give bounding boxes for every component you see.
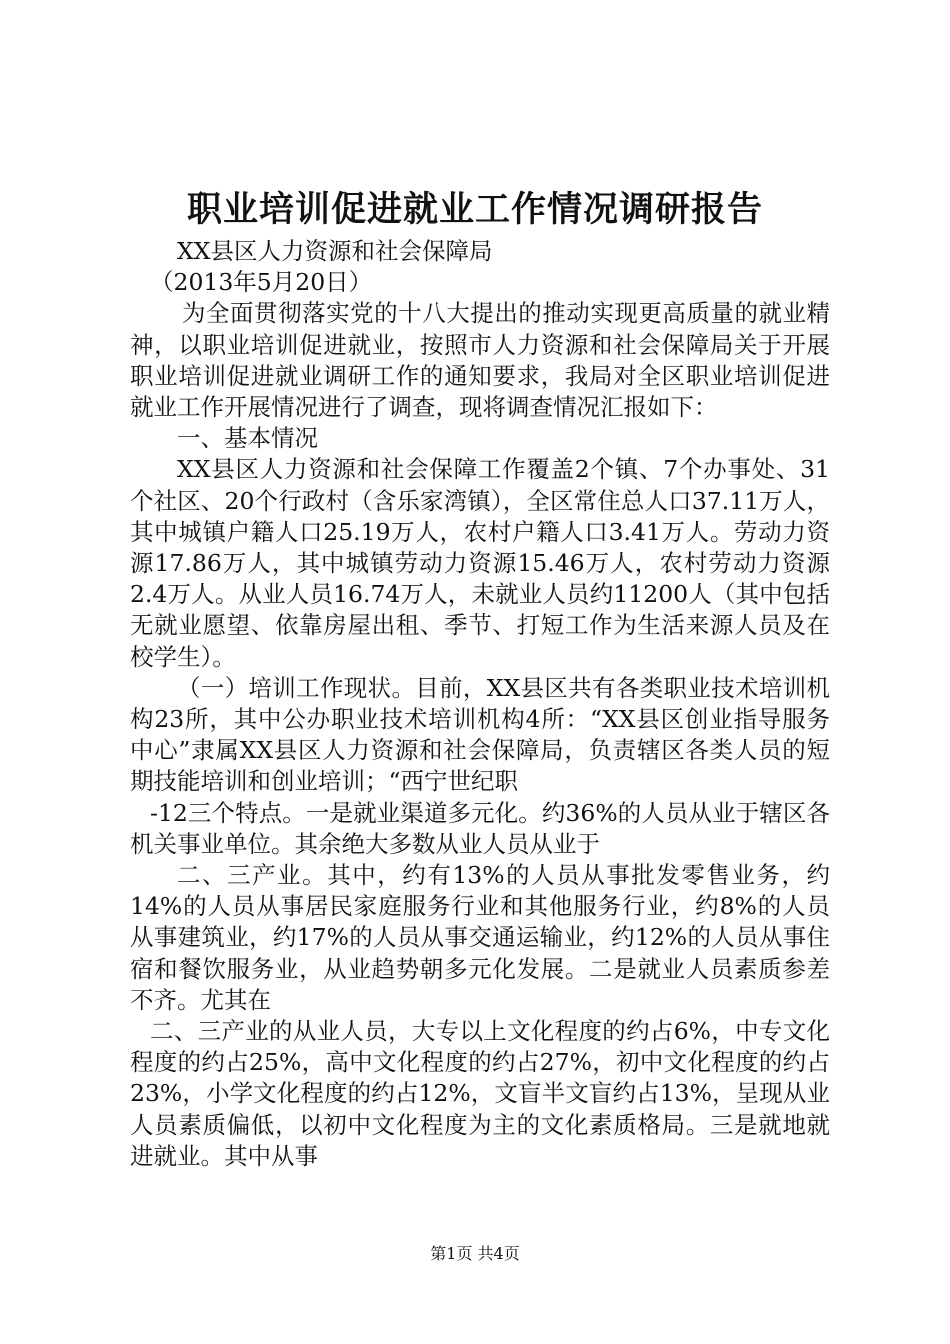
training-status-paragraph: （一）培训工作现状。目前，XX县区共有各类职业技术培训机构23所，其中公办职业技术培训机构4所：“XX县区创业指导服务中心”隶属XX县区人力资源和社会保障局，负责辖区各类人员的短期技能培训和创业培训；“西宁世纪职: [130, 673, 830, 796]
page-footer: 第1页 共4页: [430, 1244, 520, 1263]
author-org-line: XX县区人力资源和社会保障局: [177, 237, 493, 265]
document-body: [130, 236, 830, 1172]
basic-situation-paragraph: XX县区人力资源和社会保障工作覆盖2个镇、7个办事处、31个社区、20个行政村（含乐家湾镇），全区常住总人口37.11万人，其中城镇户籍人口25.19万人，农村户籍人口3.41万人。劳动力资源17.86万人，其中城镇劳动力资源15.46万人，农村劳动力资源2.4万人。从业人员16.74万人，未就业人员约11200人（其中包括无就业愿望、依靠房屋出租、季节、打短工作为生活来源人员及在校学生）。: [130, 455, 830, 671]
education-level-paragraph: 二、三产业的从业人员，大专以上文化程度的约占6%，中专文化程度的约占25%，高中文化程度的约占27%，初中文化程度的约占23%，小学文化程度的约占12%，文盲半文盲约占13%，呈现从业人员素质偏低，以初中文化程度为主的文化素质格局。三是就地就进就业。其中从事: [130, 1017, 830, 1170]
industry-distribution-paragraph: 二、三产业。其中，约有13%的人员从事批发零售业务，约14%的人员从事居民家庭服务行业和其他服务行业，约8%的人员从事建筑业，约17%的人员从事交通运输业，约12%的人员从事住宿和餐饮服务业，从业趋势朝多元化发展。二是就业人员素质参差不齐。尤其在: [130, 861, 830, 1014]
features-paragraph: -12三个特点。一是就业渠道多元化。约36%的人员从业于辖区各机关事业单位。其余绝大多数从业人员从业于: [130, 798, 830, 858]
section-heading-basic: 一、基本情况: [177, 424, 318, 453]
intro-paragraph: 为全面贯彻落实党的十八大提出的推动实现更高质量的就业精神，以职业培训促进就业，按照市人力资源和社会保障局关于开展职业培训促进就业调研工作的通知要求，我局对全区职业培训促进就业工作开展情况进行了调查，现将调查情况汇报如下：: [130, 299, 830, 422]
date-line: （2013年5月20日）: [150, 268, 373, 297]
page-title: 职业培训促进就业工作情况调研报告: [186, 189, 763, 230]
